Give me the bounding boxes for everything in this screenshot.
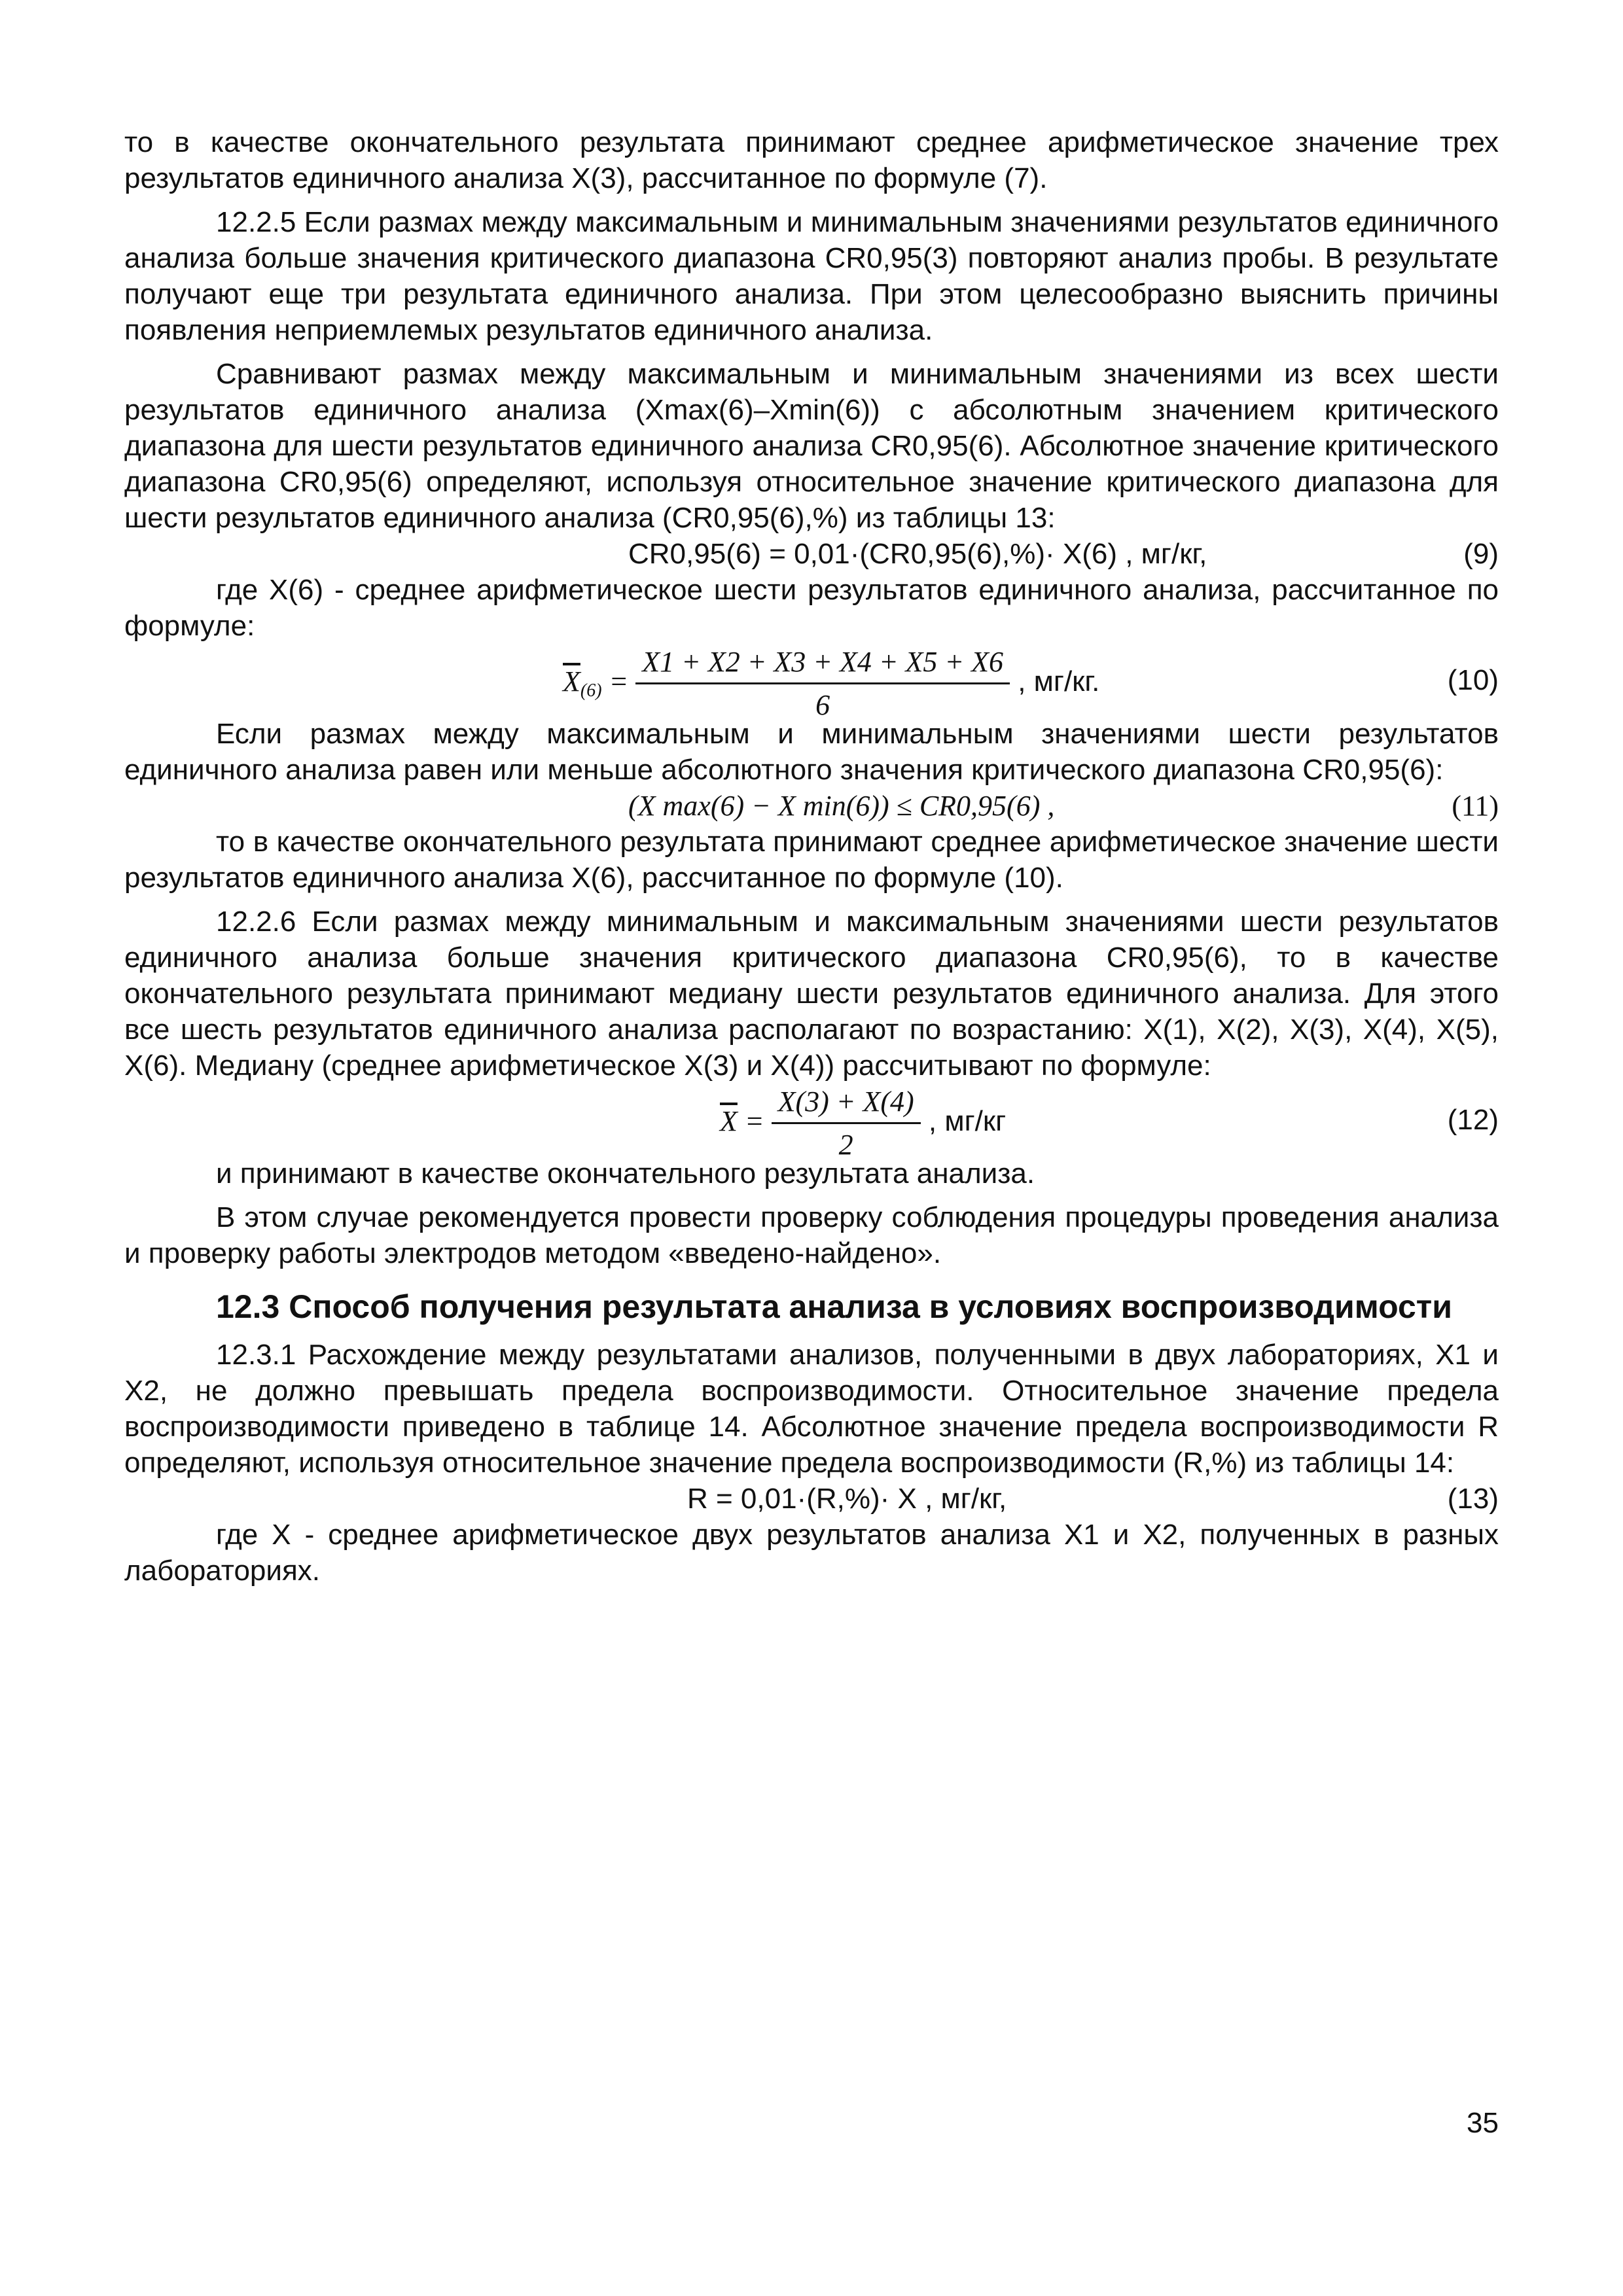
page-body	[124, 124, 1499, 1589]
formula-13-number: (13)	[1447, 1483, 1499, 1515]
formula-10-numerator: X1 + X2 + X3 + X4 + X5 + X6	[635, 644, 1010, 684]
page-number: 35	[1467, 2107, 1499, 2139]
formula-9	[124, 536, 1499, 572]
formula-12-numerator: X(3) + X(4)	[772, 1084, 921, 1124]
formula-10-denominator: 6	[815, 689, 830, 721]
paragraph-12-2-5: 12.2.5 Если размах между максимальным и минимальным значениями результатов единичного анализа больше значения критического диапазона CR0,95(3) повторяют анализ пробы. В результате получают еще три результата единичного анализа. При этом целесообразно выяснить причины появления неприемлемых результатов единичного анализа.	[124, 206, 1499, 346]
paragraph-12-2-6: 12.2.6 Если размах между минимальным и максимальным значениями шести результатов единичного анализа больше значения критического диапазона CR0,95(6), то в качестве окончательного результата принимают медиану шести результатов единичного анализа. Для этого все шесть результатов единичного анализа располагают по возрастанию: X(1), X(2), X(3), X(4), X(5), X(6). Медиану (среднее арифметическое X(3) и X(4)) рассчитывают по формуле:	[124, 906, 1499, 1082]
formula-10-lhs: $\overline{X}_{(6)}$ =	[563, 665, 636, 701]
section-heading: 12.3 Способ получения результата анализа в условиях воспроизводимости	[216, 1288, 1452, 1325]
formula-13-text: R = 0,01·(R,%)· X , мг/кг,	[687, 1483, 1007, 1515]
formula-12-fraction	[772, 1084, 921, 1163]
paragraph: и принимают в качестве окончательного результата анализа.	[216, 1157, 1035, 1190]
formula-12-number: (12)	[1447, 1104, 1499, 1136]
formula-12-unit: , мг/кг	[928, 1105, 1007, 1138]
formula-13	[124, 1481, 1499, 1517]
paragraph: где X - среднее арифметическое двух результатов анализа X1 и X2, полученных в разных лабораториях.	[124, 1519, 1499, 1587]
formula-9-text: CR0,95(6) = 0,01·(CR0,95(6),%)· X(6) , мг/кг,	[628, 538, 1207, 570]
formula-10-fraction	[635, 644, 1010, 723]
formula-12-lhs: $\overline{X}$ =	[720, 1105, 772, 1138]
paragraph-12-3-1: 12.3.1 Расхождение между результатами анализов, полученными в двух лабораториях, X1 и X2, не должно превышать предела воспроизводимости. Относительное значение предела воспроизводимости приведено в таблице 14. Абсолютное значение предела воспроизводимости R определяют, используя относительное значение предела воспроизводимости (R,%) из таблицы 14:	[124, 1339, 1499, 1479]
formula-10-number: (10)	[1447, 664, 1499, 696]
paragraph: В этом случае рекомендуется провести проверку соблюдения процедуры проведения анализа и проверку работы электродов методом «введено-найдено».	[124, 1201, 1499, 1269]
formula-12	[124, 1084, 1499, 1161]
paragraph: то в качестве окончательного результата принимают среднее арифметическое значение трех результатов единичного анализа X(3), рассчитанное по формуле (7).	[124, 126, 1499, 194]
formula-11-number: (11)	[1452, 790, 1499, 822]
paragraph: то в качестве окончательного результата принимают среднее арифметическое значение шести результатов единичного анализа X(6), рассчитанное по формуле (10).	[124, 826, 1499, 894]
formula-11-text: (X max(6) − X min(6)) ≤ CR0,95(6) ,	[628, 790, 1055, 822]
paragraph: Если размах между максимальным и минимальным значениями шести результатов единичного анализа равен или меньше абсолютного значения критического диапазона CR0,95(6):	[124, 718, 1499, 786]
paragraph: Сравнивают размах между максимальным и минимальным значениями из всех шести результатов единичного анализа (Xmax(6)–Xmin(6)) с абсолютным значением критического диапазона для шести результатов единичного анализа CR0,95(6). Абсолютное значение критического диапазона CR0,95(6) определяют, используя относительное значение критического диапазона для шести результатов единичного анализа (CR0,95(6),%) из таблицы 13:	[124, 358, 1499, 534]
paragraph: где X(6) - среднее арифметическое шести результатов единичного анализа, рассчитанное по формуле:	[124, 574, 1499, 642]
formula-9-number: (9)	[1463, 538, 1499, 570]
formula-10	[124, 644, 1499, 721]
formula-11	[124, 788, 1499, 824]
formula-10-unit: , мг/кг.	[1018, 665, 1100, 698]
formula-12-denominator: 2	[838, 1129, 853, 1161]
